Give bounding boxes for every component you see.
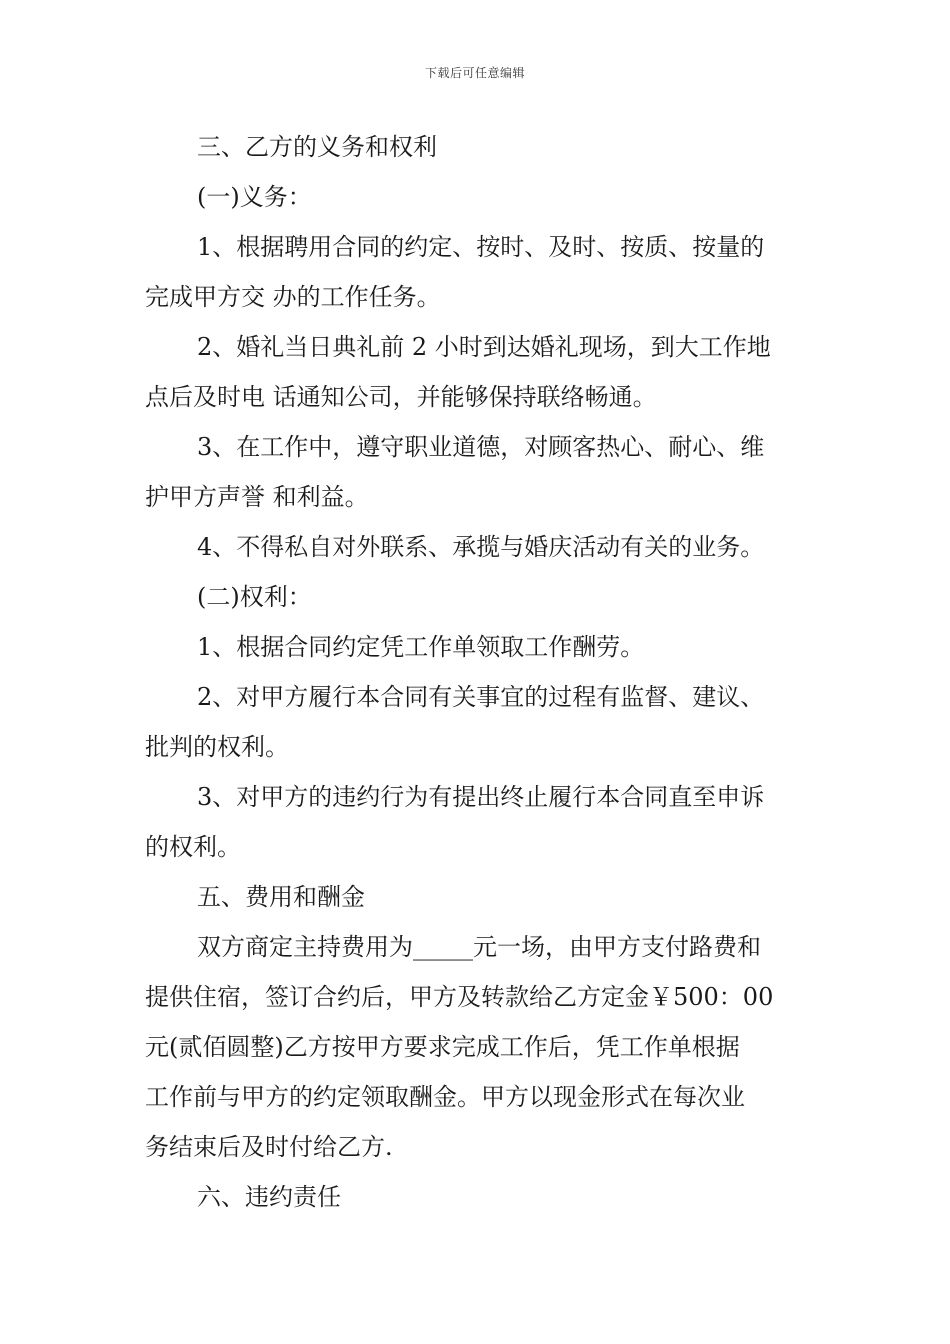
paragraph-line: 1、根据合同约定凭工作单领取工作酬劳。 — [197, 633, 645, 661]
paragraph-line: 2、婚礼当日典礼前 2 小时到达婚礼现场，到大工作地 — [197, 333, 771, 361]
paragraph-line: 护甲方声誉 和利益。 — [145, 483, 369, 511]
paragraph-line: 元(贰佰圆整)乙方按甲方要求完成工作后，凭工作单根据 — [145, 1033, 740, 1061]
subsection-heading: (一)义务： — [197, 183, 312, 211]
paragraph-line: 3、在工作中，遵守职业道德，对顾客热心、耐心、维 — [197, 433, 765, 461]
document-body — [145, 122, 810, 1222]
paragraph-line: 工作前与甲方的约定领取酬金。甲方以现金形式在每次业 — [145, 1083, 745, 1111]
paragraph-line: 双方商定主持费用为_____元一场，由甲方支付路费和 — [197, 933, 761, 961]
paragraph-line: 的权利。 — [145, 833, 241, 861]
paragraph-line: 完成甲方交 办的工作任务。 — [145, 283, 441, 311]
paragraph-line: 4、不得私自对外联系、承揽与婚庆活动有关的业务。 — [197, 533, 765, 561]
paragraph-line: 点后及时电 话通知公司，并能够保持联络畅通。 — [145, 383, 657, 411]
subsection-heading: (二)权利： — [197, 583, 312, 611]
paragraph-line: 1、根据聘用合同的约定、按时、及时、按质、按量的 — [197, 233, 765, 261]
paragraph-line: 2、对甲方履行本合同有关事宜的过程有监督、建议、 — [197, 683, 765, 711]
section-heading: 三、乙方的义务和权利 — [197, 133, 437, 161]
section-heading: 五、费用和酬金 — [197, 883, 365, 911]
section-heading: 六、违约责任 — [197, 1183, 341, 1211]
paragraph-line: 批判的权利。 — [145, 733, 289, 761]
page-header: 下载后可任意编辑 — [424, 66, 525, 80]
paragraph-line: 务结束后及时付给乙方. — [145, 1133, 393, 1161]
paragraph-line: 3、对甲方的违约行为有提出终止履行本合同直至申诉 — [197, 783, 765, 811]
paragraph-line: 提供住宿，签订合约后，甲方及转款给乙方定金￥500：00 — [145, 983, 774, 1011]
